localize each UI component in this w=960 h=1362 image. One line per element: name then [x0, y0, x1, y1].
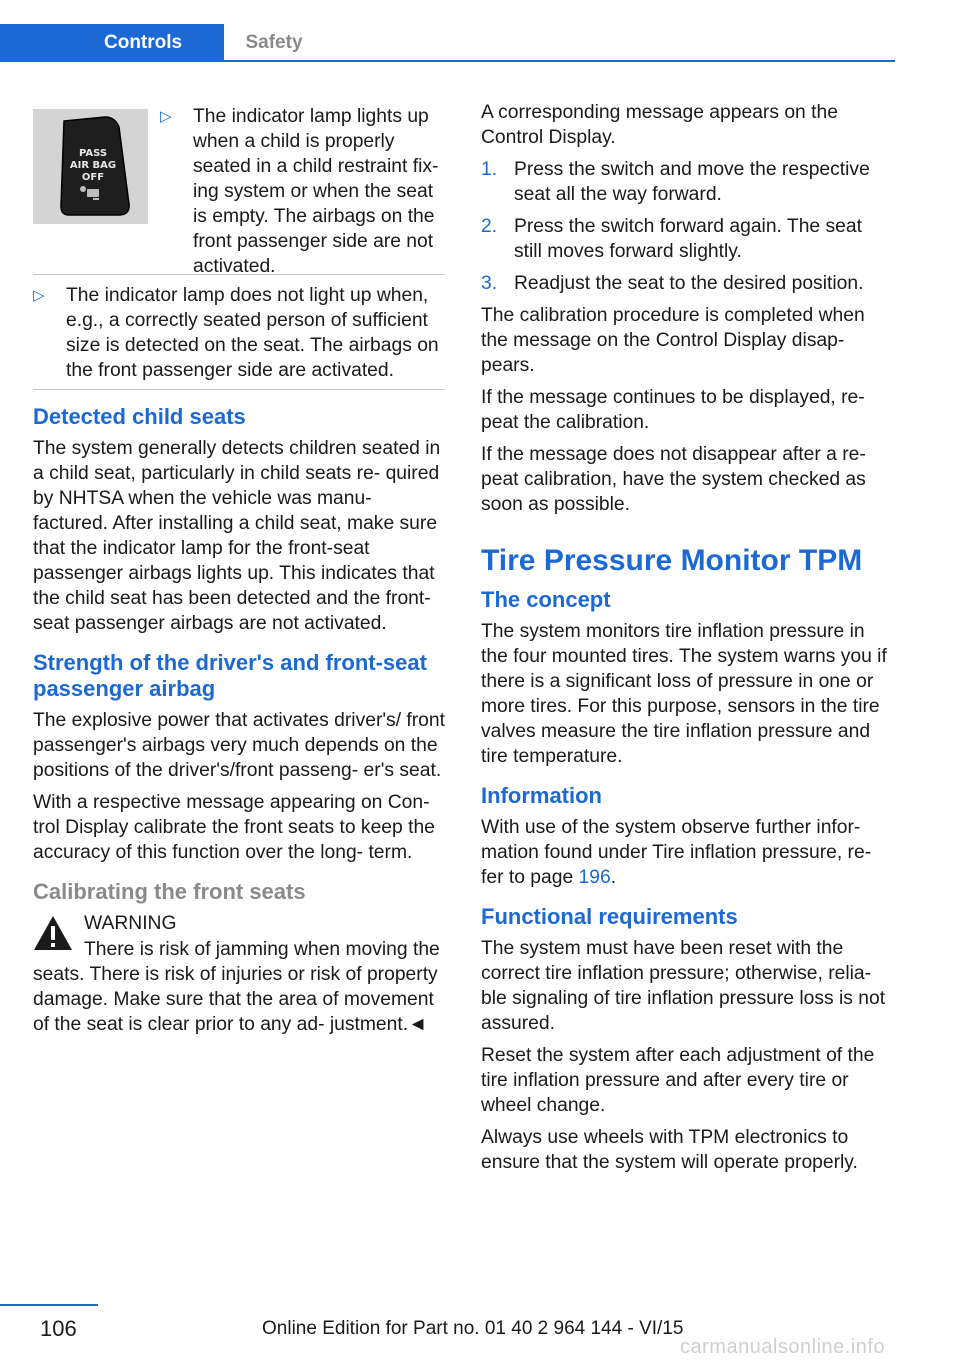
airbag-indicator-image	[33, 109, 148, 224]
tab-safety[interactable]: Safety	[245, 32, 303, 53]
list-item	[160, 104, 445, 279]
edition-line: Online Edition for Part no. 01 40 2 964 144 - VI/15	[262, 1318, 684, 1339]
paragraph: If the message does not disappear after a re- peat calibration, have the system checked as soon as possible.	[481, 444, 866, 515]
heading-airbag-strength: Strength of the driver's and front-seat passenger airbag	[33, 650, 427, 701]
paragraph: If the message continues to be displayed, re- peat the calibration.	[481, 387, 865, 433]
step-number: 2.	[481, 216, 498, 237]
tab-controls[interactable]: Controls	[0, 24, 224, 62]
step-text: Press the switch forward again. The seat still moves forward slightly.	[514, 216, 862, 262]
step-text: Readjust the seat to the desired position.	[514, 273, 864, 294]
list-item	[481, 214, 891, 264]
triangle-bullet-icon: ▷	[33, 287, 45, 304]
paragraph: The explosive power that activates driver's/ front passenger's airbags very much depends on the positions of the driver's/front passeng- er's seat.	[33, 710, 445, 781]
warning-box	[33, 911, 445, 959]
paragraph: The system monitors tire inflation pressure in the four mounted tires. The system warns you if there is a significant loss of pressure in one or more tires. For this purpose, sensors in the tire valves measure the tire inflation pressure and tire temperature.	[481, 621, 887, 767]
info-text: With use of the system observe further infor- mation found under Tire inflation pressure, re- fer to page	[481, 817, 872, 888]
bullet-text: The indicator lamp does not light up when, e.g., a correctly seated person of sufficient size is detected on the seat. The airbags on the front passenger side are activated.	[66, 285, 439, 381]
list-item	[33, 283, 445, 390]
paragraph: Reset the system after each adjustment of the tire inflation pressure and after every tire or wheel change.	[481, 1045, 875, 1116]
page-reference-link[interactable]: 196	[578, 867, 611, 888]
section-tabbar	[0, 24, 895, 62]
heading-calibrating-front-seats: Calibrating the front seats	[33, 879, 306, 904]
step-number: 3.	[481, 273, 498, 294]
paragraph: A corresponding message appears on the Control Display.	[481, 102, 838, 148]
paragraph	[481, 815, 891, 890]
paragraph: With a respective message appearing on Con- trol Display calibrate the front seats to keep the accuracy of this function over the long- term.	[33, 792, 435, 863]
info-text-end: .	[610, 867, 617, 888]
page-number: 106	[40, 1316, 77, 1341]
step-number: 1.	[481, 159, 498, 180]
warning-triangle-icon	[33, 915, 73, 951]
warning-text: There is risk of jamming when moving the seats. There is risk of injuries or risk of property damage. Make sure that the area of movement of the seat is clear prior to any ad- justment.◄	[33, 939, 440, 1035]
indicator-label-pass: PASS	[78, 148, 108, 159]
indicator-label-airbag: AIR BAG	[69, 160, 117, 171]
right-column	[481, 100, 891, 1182]
list-item	[481, 157, 891, 207]
heading-detected-child-seats: Detected child seats	[33, 404, 246, 429]
heading-the-concept: The concept	[481, 587, 611, 612]
bullet-text: The indicator lamp lights up when a child is properly seated in a child restraint fix- ing system or when the seat is empty. The airbags on the front passenger side are not activated.	[193, 106, 439, 277]
heading-tire-pressure-monitor: Tire Pressure Monitor TPM	[481, 544, 863, 577]
warning-label: WARNING	[84, 913, 177, 934]
paragraph: Always use wheels with TPM electronics to ensure that the system will operate properly.	[481, 1127, 858, 1173]
indicator-label-off: OFF	[81, 172, 105, 183]
left-column	[33, 100, 445, 1044]
step-text: Press the switch and move the respective seat all the way forward.	[514, 159, 870, 205]
footer-rule	[0, 1304, 98, 1306]
heading-functional-requirements: Functional requirements	[481, 904, 738, 929]
watermark: carmanualsonline.info	[680, 1336, 886, 1358]
triangle-bullet-icon: ▷	[160, 108, 172, 125]
list-item	[481, 271, 891, 296]
paragraph: The system must have been reset with the correct tire inflation pressure; otherwise, relia- ble signaling of tire inflation pressure loss is not assured.	[481, 938, 886, 1034]
indicator-lamp-block	[33, 100, 445, 275]
heading-information: Information	[481, 783, 602, 808]
calibration-steps	[481, 157, 891, 296]
paragraph: The calibration procedure is completed when the message on the Control Display disap- pears.	[481, 305, 865, 376]
paragraph: The system generally detects children seated in a child seat, particularly in child seats re- quired by NHTSA when the vehicle was manu- factured. After installing a child seat, make sure that the indicator lamp for the front-seat passenger airbags lights up. This indicates that the child seat has been detected and the front-seat passenger airbags are not activated.	[33, 438, 441, 634]
